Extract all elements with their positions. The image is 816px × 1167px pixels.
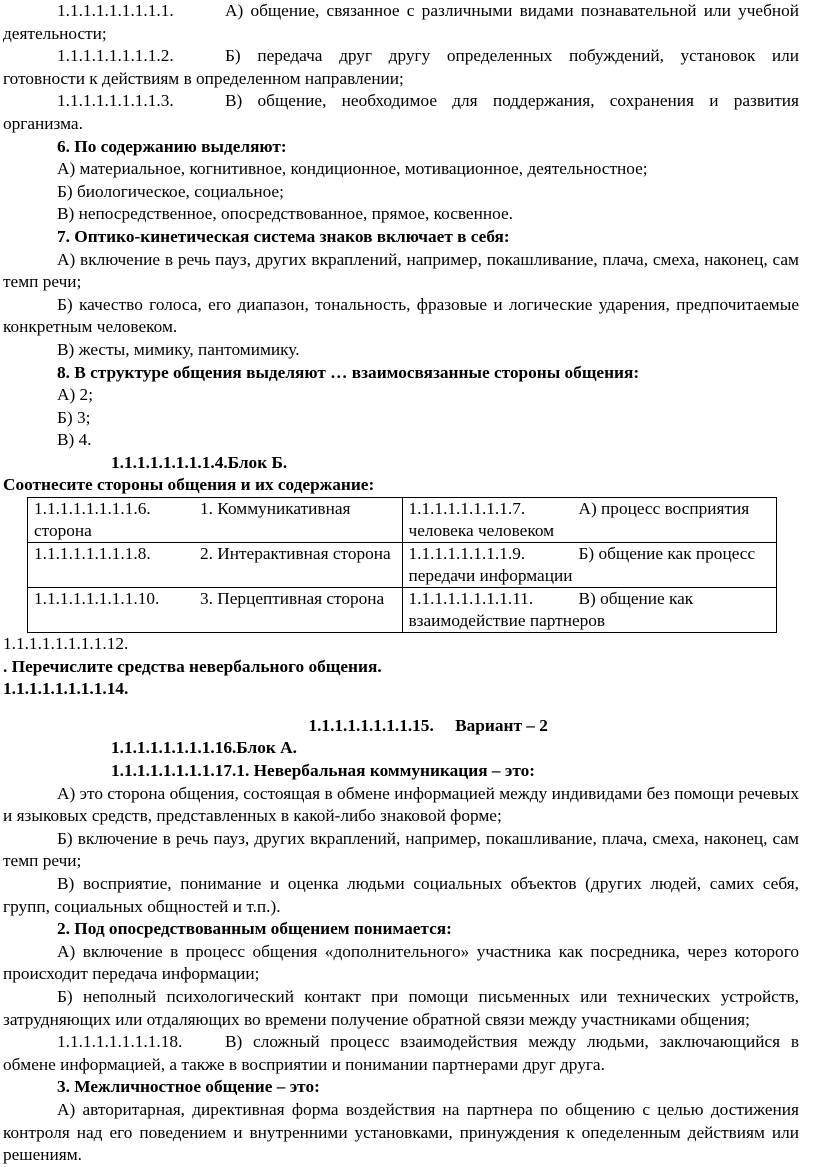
cell-text: 1. Коммуникативная сторона [34, 499, 351, 541]
variant-heading [0, 715, 816, 738]
answer-option: Б) включение в речь пауз, других вкраплений, например, покашливание, плача, смеха, наконец, сам темп речи; [3, 828, 799, 871]
cell-text: А) процесс восприятия человека человеком [408, 499, 750, 541]
question-title: 2. Под опосредствованным общением понимается: [57, 919, 452, 939]
answer-option: А) включение в речь пауз, других вкраплений, например, покашливание, плача, смеха, наконец, сам темп речи; [3, 249, 799, 292]
table-cell-right [402, 543, 777, 588]
question-title: 6. По содержанию выделяют: [57, 136, 287, 156]
answer-option: Б) 3; [57, 407, 91, 427]
answer-option: В) 4. [57, 430, 92, 450]
item-number: 1.1.1.1.1.1.1.1.14. [3, 679, 129, 699]
answer-option: Б) качество голоса, его диапазон, тональность, фразовые и логические ударения, предпочитаемые конкретным человеком. [3, 294, 799, 337]
cell-number: 1.1.1.1.1.1.1.1.10. [34, 589, 160, 609]
answer-option: А) это сторона общения, состоящая в обмене информацией между индивидами без помощи речевых и языковых средств, представленных в какой-либо знаковой форме; [3, 783, 799, 826]
item-number: 1.1.1.1.1.1.1.1.18. [57, 1032, 183, 1052]
question-title: . Перечислите средства невербального общения. [3, 656, 382, 676]
item-number: 1.1.1.1.1.1.1.1.15. [308, 715, 434, 735]
answer-option: Б) неполный психологический контакт при помощи письменных или технических устройств, затрудняющих или отдаляющих во времени получение обратной связи между участниками общения; [3, 986, 799, 1029]
item-number: 1.1.1.1.1.1.1.1.3. [57, 91, 174, 111]
block-heading [0, 452, 816, 475]
block-heading [0, 737, 816, 760]
table-row [28, 543, 777, 588]
option-text: В) сложный процесс взаимодействия между людьми, заключающийся в обмене информацией, а также в восприятии и понимании партнерами друг друга. [3, 1032, 799, 1074]
cell-number: 1.1.1.1.1.1.1.1.9. [408, 544, 526, 564]
table-row [28, 498, 777, 543]
item-number: 1.1.1.1.1.1.1.1.17. [111, 761, 237, 781]
question-title [0, 760, 816, 783]
answer-option: А) материальное, когнитивное, кондиционное, мотивационное, деятельностное; [57, 159, 648, 179]
option-text: В) общение, необходимое для поддержания, сохранения и развития организма. [3, 91, 799, 133]
cell-text: Б) общение как процесс передачи информации [408, 544, 756, 586]
item-number: 1.1.1.1.1.1.1.1.16. [111, 738, 237, 758]
question-title: 7. Оптико-кинетическая система знаков включает в себя: [57, 226, 510, 246]
answer-option: В) жесты, мимику, пантомимику. [57, 339, 300, 359]
cell-text: 3. Перцептивная сторона [200, 589, 385, 609]
item-number: 1.1.1.1.1.1.1.1.12. [3, 634, 129, 654]
answer-option: А) включение в процесс общения «дополнительного» участника как посредника, через которого происходит передача информации; [3, 941, 799, 984]
option-text: Б) передача друг другу определенных побуждений, установок или готовности к действиям в определенном направлении; [3, 46, 799, 88]
variant-title: Вариант – 2 [455, 715, 548, 735]
option-text: А) общение, связанное с различными видами познавательной или учебной деятельности; [3, 1, 799, 43]
table-cell-left [28, 498, 403, 543]
answer-option [0, 1031, 816, 1076]
answer-option [0, 0, 816, 45]
cell-text: В) общение как взаимодействие партнеров [408, 589, 694, 631]
table-cell-right [402, 498, 777, 543]
table-cell-left [28, 588, 403, 633]
item-number: 1.1.1.1.1.1.1.1.2. [57, 46, 174, 66]
match-instruction: Соотнесите стороны общения и их содержание: [3, 475, 375, 495]
matching-table [27, 497, 777, 633]
answer-option [0, 90, 816, 135]
answer-option: Б) биологическое, социальное; [57, 181, 284, 201]
question-title: 3. Межличностное общение – это: [57, 1077, 320, 1097]
answer-option: А) 2; [57, 385, 93, 405]
answer-option [0, 45, 816, 90]
table-cell-right [402, 588, 777, 633]
answer-option: В) непосредственное, опосредствованное, прямое, косвенное. [57, 204, 513, 224]
question-title: 8. В структуре общения выделяют … взаимосвязанные стороны общения: [57, 362, 640, 382]
table-row [28, 588, 777, 633]
block-title: Блок А. [236, 738, 297, 758]
item-number: 1.1.1.1.1.1.1.1.4. [111, 452, 228, 472]
cell-text: 2. Интерактивная сторона [200, 544, 391, 564]
block-title: Блок Б. [227, 452, 288, 472]
cell-number: 1.1.1.1.1.1.1.1.6. [34, 499, 151, 519]
answer-option: А) авторитарная, директивная форма воздействия на партнера по общению с целью достижения контроля над его поведением и внутренними установками, принуждения к опеделенным действиям или решениям. [3, 1099, 799, 1165]
question-text: 1. Невербальная коммуникация – это: [236, 761, 535, 781]
answer-option: В) восприятие, понимание и оценка людьми социальных объектов (других людей, самих себя, групп, социальных общностей и т.п.). [3, 874, 799, 916]
cell-number: 1.1.1.1.1.1.1.1.11. [408, 589, 534, 609]
cell-number: 1.1.1.1.1.1.1.1.8. [34, 544, 151, 564]
item-number: 1.1.1.1.1.1.1.1.1. [57, 1, 174, 20]
cell-number: 1.1.1.1.1.1.1.1.7. [408, 499, 526, 519]
table-cell-left [28, 543, 403, 588]
